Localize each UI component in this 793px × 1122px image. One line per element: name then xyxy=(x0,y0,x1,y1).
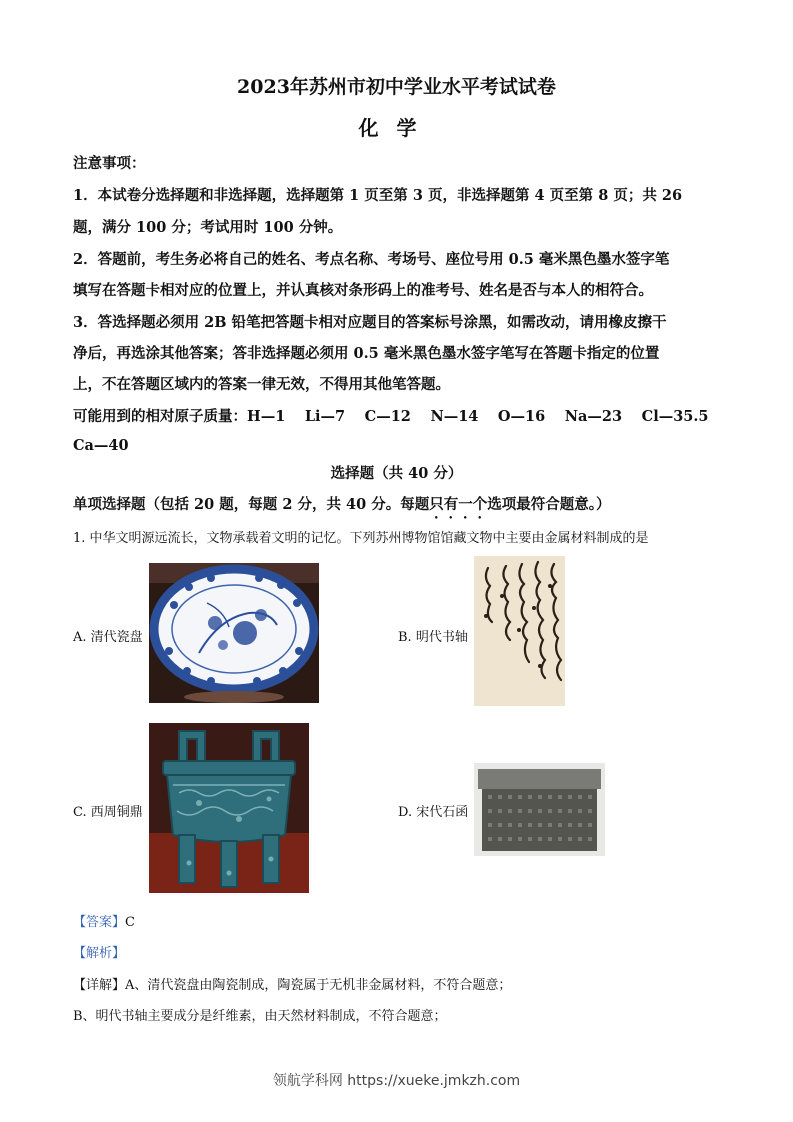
calligraphy-scroll-image xyxy=(474,556,565,706)
option-a-label: A. 清代瓷盘 xyxy=(73,630,143,645)
detail-a-text: A、清代瓷盘由陶瓷制成，陶瓷属于无机非金属材料，不符合题意； xyxy=(125,978,512,993)
instruction-post: 选项最符合题意。） xyxy=(487,496,611,513)
detail-line-a xyxy=(73,974,511,993)
notice-item-3-line-2: 净后，再选涂其他答案；答非选择题必须用 0.5 毫米黑色墨水签字笔写在答题卡指定的位置 xyxy=(73,345,660,362)
notice-item-2-line-2: 填写在答题卡相对应的位置上，并认真核对条形码上的准考号、姓名是否与本人的相符合。 xyxy=(73,282,653,299)
instruction-emphasis: 只有一个 xyxy=(429,496,488,513)
bronze-ding-image xyxy=(149,723,309,893)
question-1-stem: 1. 中华文明源远流长，文物承载着文明的记忆。下列苏州博物馆馆藏文物中主要由金属材料制成的是 xyxy=(73,531,649,546)
subject-title: 化学 xyxy=(358,116,435,140)
detail-line-b: B、明代书轴主要成分是纤维素，由天然材料制成，不符合题意； xyxy=(73,1009,447,1024)
atomic-mass-line-1: 可能用到的相对原子质量：H—1 Li—7 C—12 N—14 O—16 Na—23 Cl—35.5 xyxy=(73,408,709,425)
atomic-mass-line-2: Ca—40 xyxy=(73,437,129,454)
answer-tag: 【答案】 xyxy=(73,915,126,930)
notice-item-1-line-1: 1．本试卷分选择题和非选择题，选择题第 1 页至第 3 页，非选择题第 4 页至第 8 页；共 26 xyxy=(73,187,683,204)
notice-heading: 注意事项： xyxy=(73,155,146,172)
notice-item-2-line-1: 2．答题前，考生务必将自己的姓名、考点名称、考场号、座位号用 0.5 毫米黑色墨水签字笔 xyxy=(73,251,670,268)
footer-watermark: 领航学科网 https://xueke.jmkzh.com xyxy=(272,1073,521,1089)
notice-item-1-line-2: 题，满分 100 分；考试用时 100 分钟。 xyxy=(73,219,343,236)
instruction-pre: 单项选择题（包括 20 题，每题 2 分，共 40 分。每题 xyxy=(73,496,430,513)
section-instruction xyxy=(73,493,610,522)
stone-casket-image xyxy=(474,763,605,856)
porcelain-plate-image xyxy=(149,563,319,703)
option-c-label: C. 西周铜鼎 xyxy=(73,805,143,820)
exam-title: 2023年苏州市初中学业水平考试试卷 xyxy=(237,76,556,98)
answer-value: C xyxy=(125,915,135,930)
detail-tag: 【详解】 xyxy=(73,978,126,993)
analysis-tag: 【解析】 xyxy=(73,946,126,961)
option-b-label: B. 明代书轴 xyxy=(398,630,468,645)
notice-item-3-line-1: 3．答选择题必须用 2B 铅笔把答题卡相对应题目的答案标号涂黑，如需改动，请用橡皮擦干 xyxy=(73,314,667,331)
section-title: 选择题（共 40 分） xyxy=(330,465,463,482)
notice-item-3-line-3: 上，不在答题区域内的答案一律无效，不得用其他笔答题。 xyxy=(73,376,450,393)
option-d-label: D. 宋代石函 xyxy=(398,805,469,820)
answer-line xyxy=(73,911,135,930)
